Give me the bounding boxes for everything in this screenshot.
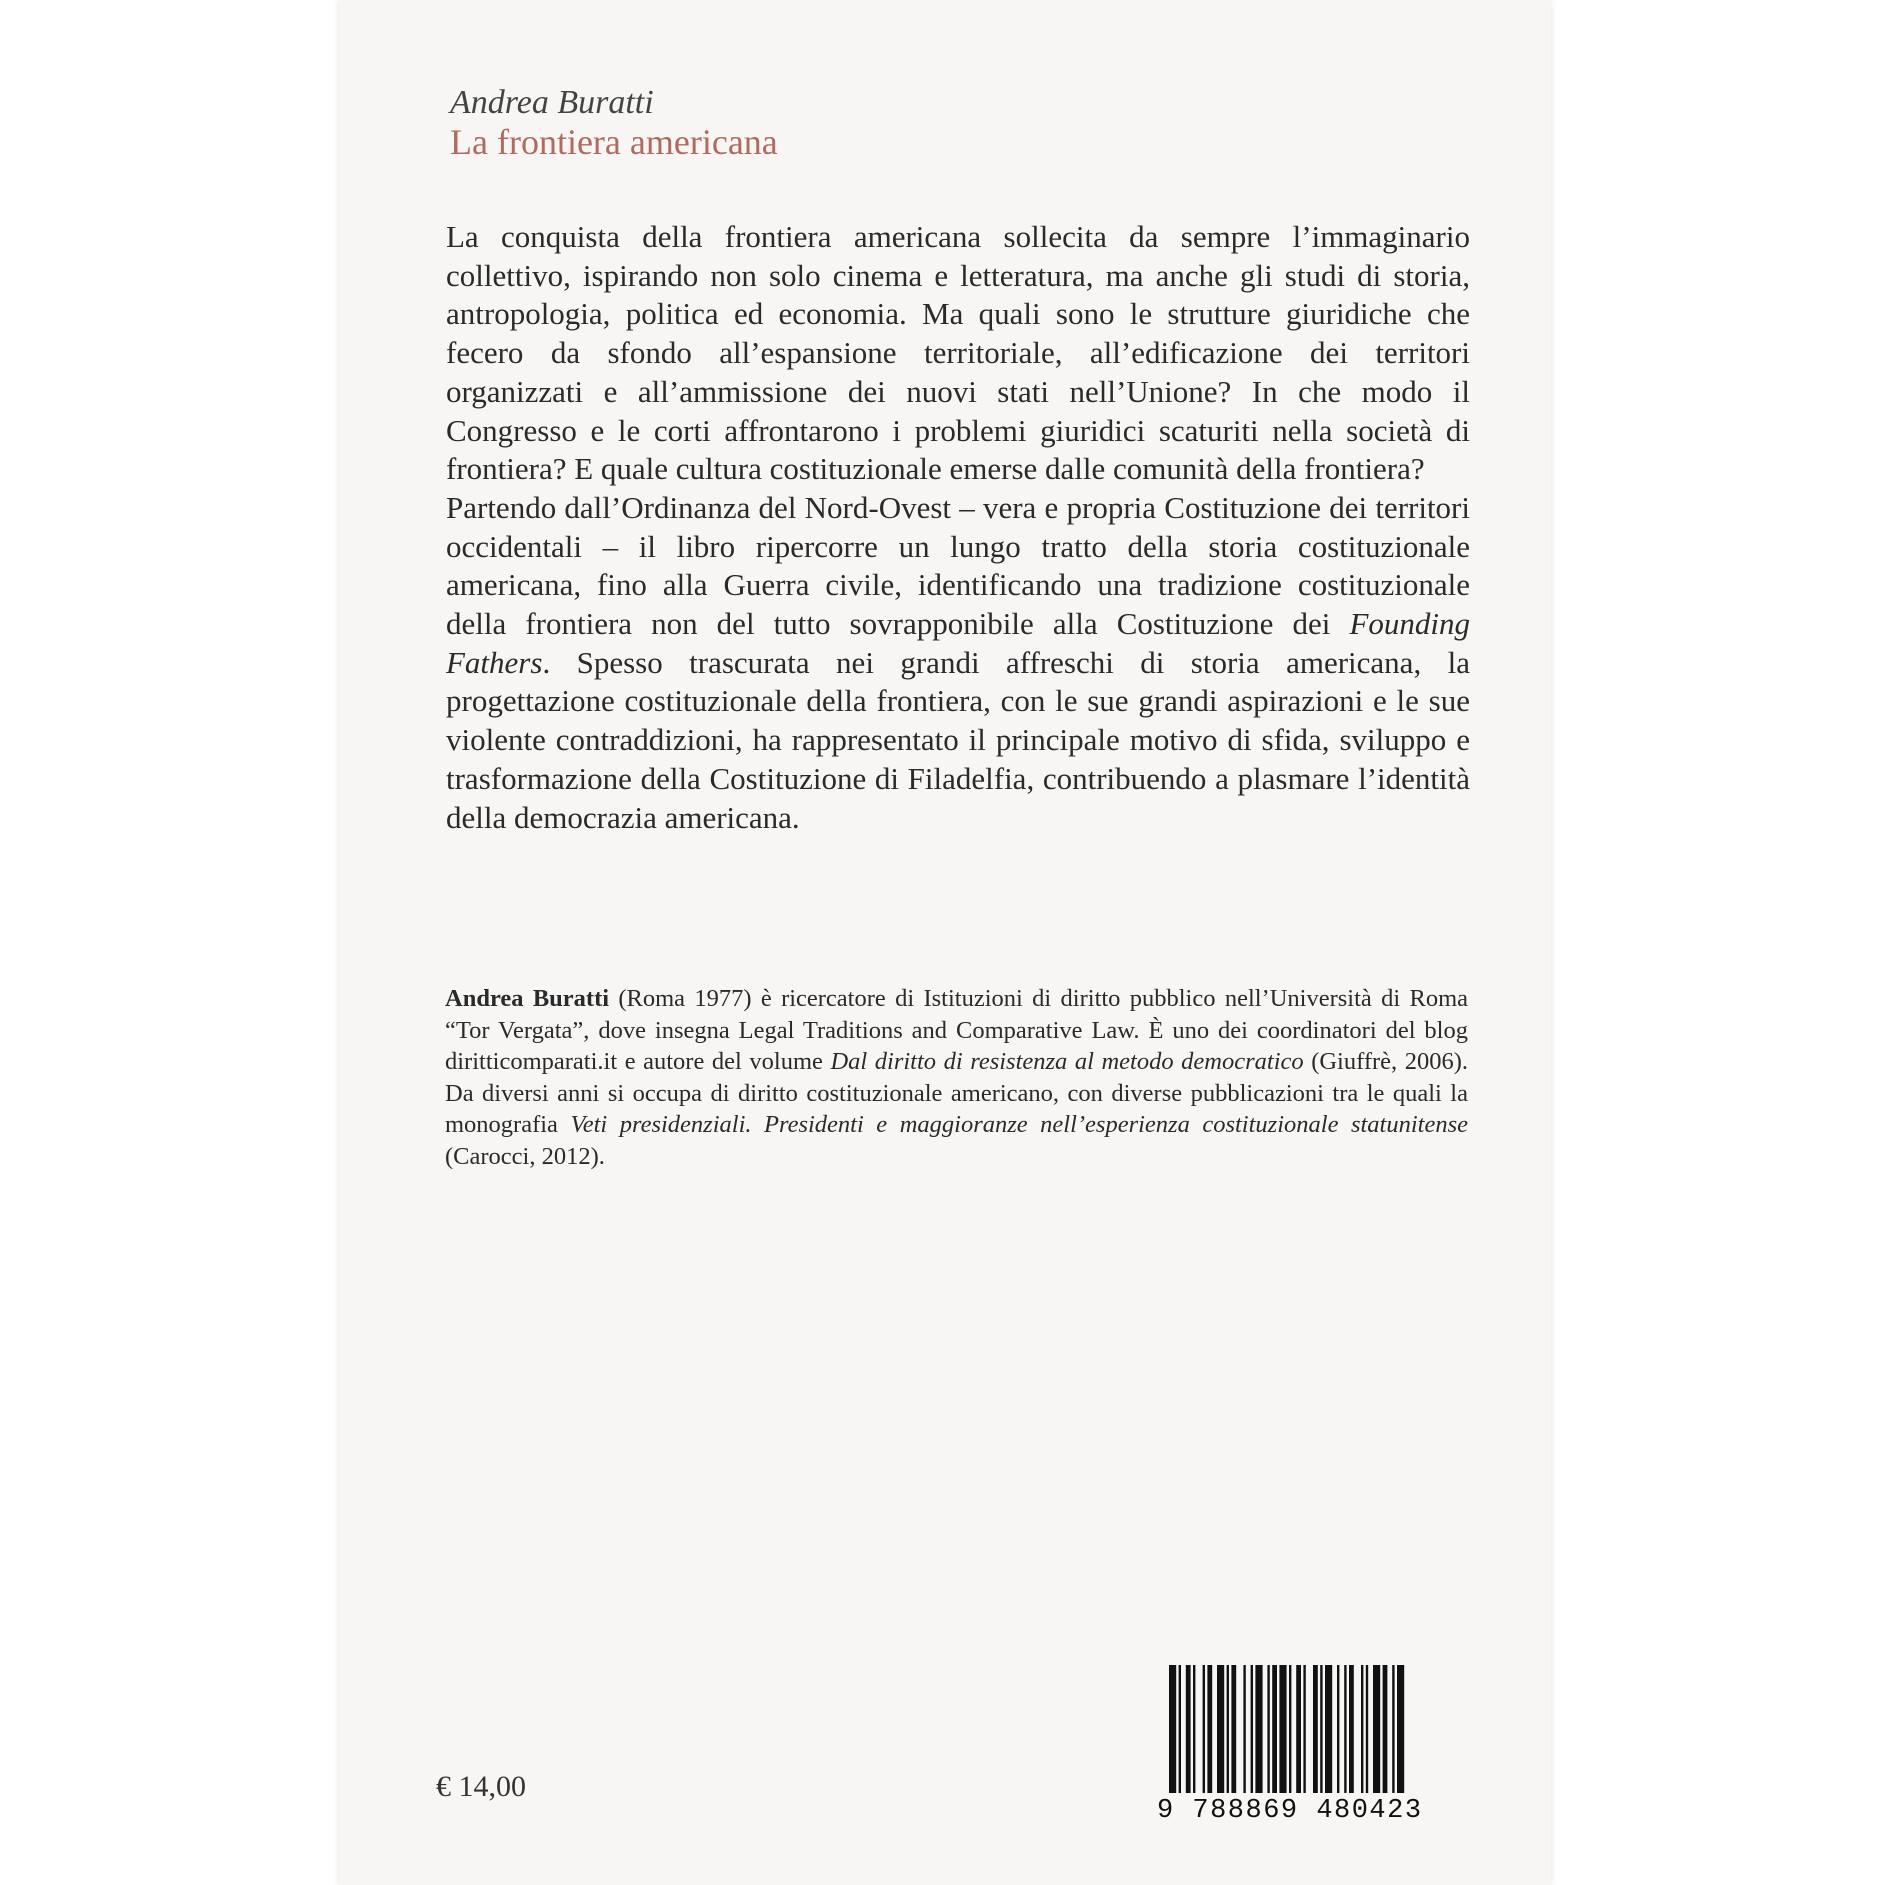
bio-book-2: Veti presidenziali. Presidenti e maggioranze nell’esperienza costituzionale statunitense [570,1111,1468,1138]
barcode-bar [1320,1665,1322,1793]
barcode-bar [1279,1665,1286,1793]
barcode-bar [1289,1665,1291,1793]
barcode-bar [1361,1665,1363,1793]
barcode-bar [1296,1665,1301,1793]
author-bio: Andrea Buratti (Roma 1977) è ricercatore di Istituzioni di diritto pubblico nell’Università di Roma “Tor Vergata”, dove insegna Legal Traditions and Comparative Law. È uno dei coordinatori del blog diritticomparati.it e autore del volume Dal diritto di resistenza al metodo democratico (Giuffrè, 2006). Da diversi anni si occupa di diritto costituzionale americano, con diverse pubblicazioni tra le quali la monografia Veti presidenziali. Presidenti e maggioranze nell’esperienza costituzionale statunitense (Carocci, 2012). [445,985,1469,1170]
barcode [1165,1665,1465,1793]
blurb-paragraph-1: La conquista della frontiera americana sollecita da sempre l’immaginario collettivo, ispirando non solo cinema e letteratura, ma anche gli studi di storia, antropologia, politica ed economia. Ma quali sono le strutture giuridiche che fecero da sfondo all’espansione territoriale, all’edificazione dei territori organizzati e all’ammissione dei nuovi stati nell’Unione? In che modo il Congresso e le corti affrontarono i problemi giuridici scaturiti nella società di frontiera? E quale cultura costituzionale emerse dalle comunità della frontiera? [446,219,1470,487]
barcode-bar [1373,1665,1380,1793]
barcode-bar [1243,1665,1245,1793]
barcode-bar [1325,1665,1332,1793]
barcode-bar [1267,1665,1269,1793]
barcode-bar [1169,1665,1176,1793]
barcode-bar [1303,1665,1305,1793]
barcode-bar [1272,1665,1277,1793]
founding-fathers-italic: Founding Fathers [446,606,1470,680]
barcode-bar [1227,1665,1229,1793]
blurb [446,218,1470,837]
book-title: La frontiera americana [450,122,778,162]
barcode-bar [1186,1665,1191,1793]
barcode-bar [1397,1665,1404,1793]
cover-author: Andrea Buratti [450,84,654,121]
barcode-bar [1251,1665,1253,1793]
barcode-bar [1193,1665,1195,1793]
barcode-bar [1231,1665,1236,1793]
bio-author-name: Andrea Buratti [445,985,610,1012]
barcode-bar [1207,1665,1212,1793]
barcode-bar [1349,1665,1354,1793]
price: € 14,00 [436,1770,526,1803]
isbn-number: 9 788869 480423 [1157,1796,1423,1826]
barcode-bar [1337,1665,1339,1793]
barcode-bar [1255,1665,1262,1793]
barcode-bar [1217,1665,1224,1793]
barcode-bar [1344,1665,1346,1793]
bio-book-1: Dal diritto di resistenza al metodo democratico [830,1048,1304,1075]
barcode-bar [1179,1665,1181,1793]
barcode-bar [1366,1665,1368,1793]
barcode-bar [1313,1665,1318,1793]
barcode-bar [1383,1665,1388,1793]
barcode-bar [1392,1665,1394,1793]
blurb-paragraph-2: Partendo dall’Ordinanza del Nord-Ovest – vera e propria Costituzione dei territori occidentali – il libro ripercorre un lungo tratto della storia costituzionale americana, fino alla Guerra civile, identificando una tradizione costituzionale della frontiera non del tutto sovrapponibile alla Costituzione dei Founding Fathers. Spesso trascurata nei grandi affreschi di storia americana, la progettazione costituzionale della frontiera, con le sue grandi aspirazioni e le sue violente contraddizioni, ha rappresentato il principale motivo di sfida, sviluppo e trasformazione della Costituzione di Filadelfia, contribuendo a plasmare l’identità della democrazia americana. [446,489,1470,835]
barcode-bar [1203,1665,1205,1793]
